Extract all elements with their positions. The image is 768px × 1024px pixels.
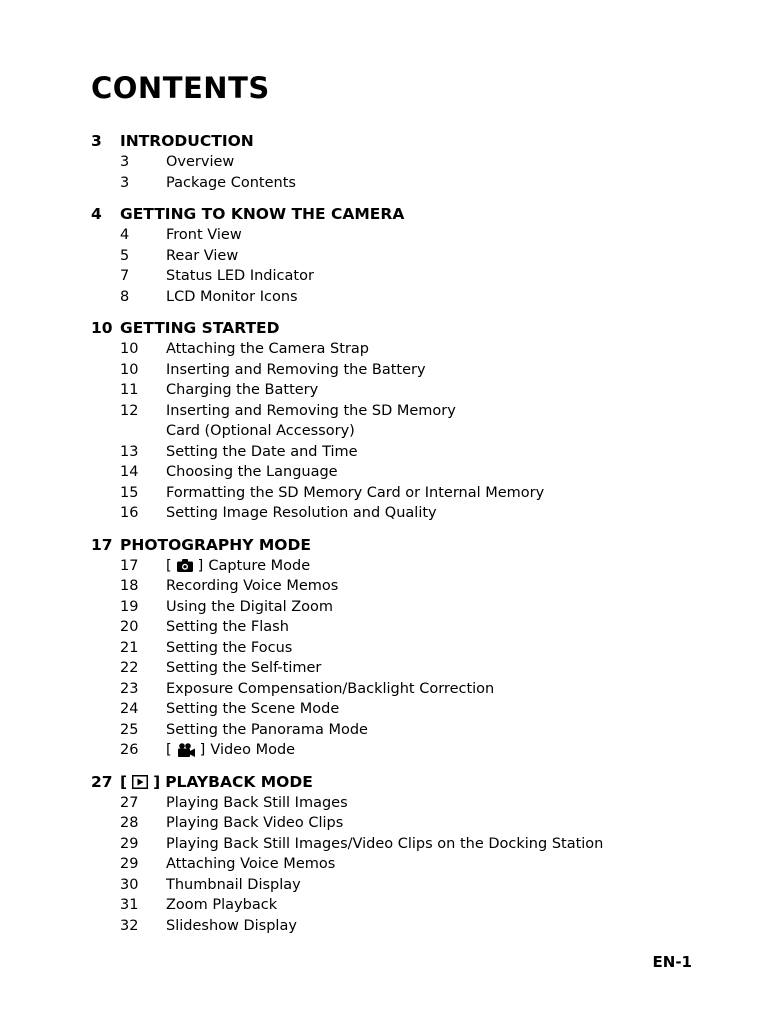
page-number-footer: EN-1 (652, 953, 692, 971)
entry-page-number: 30 (120, 876, 139, 893)
entry-title: Inserting and Removing the SD Memory Card (Optional Accessory) (166, 402, 456, 439)
table-of-contents (91, 130, 711, 946)
entry-page-number: 11 (120, 382, 139, 398)
toc-entry[interactable] (91, 173, 711, 194)
entry-title: Playing Back Still Images/Video Clips on the Docking Station (166, 835, 604, 852)
entry-title: Attaching Voice Memos (166, 856, 336, 872)
entry-page-number: 23 (120, 680, 139, 697)
toc-entry[interactable] (91, 854, 711, 875)
entry-title: Playing Back Video Clips (166, 815, 344, 831)
page-title: CONTENTS (91, 71, 270, 105)
entry-page-number: 12 (120, 402, 139, 419)
entry-title: Setting the Focus (166, 639, 293, 656)
section-page-number: 4 (91, 205, 102, 223)
entry-page-number: 31 (120, 897, 139, 913)
entry-title: Thumbnail Display (166, 876, 301, 893)
entry-page-number: 32 (120, 917, 139, 934)
section-heading[interactable] (91, 317, 711, 339)
entry-page-number: 10 (120, 361, 139, 378)
open-bracket: [ (120, 772, 128, 791)
entry-title: Choosing the Language (166, 464, 338, 480)
entry-page-number: 24 (120, 701, 139, 717)
toc-entry[interactable] (91, 834, 711, 855)
section-title: PLAYBACK MODE (165, 772, 313, 791)
entry-page-number: 13 (120, 443, 139, 460)
entry-page-number: 18 (120, 578, 139, 594)
toc-entry[interactable] (91, 152, 711, 173)
entry-page-number: 22 (120, 660, 139, 676)
entry-title: Front View (166, 227, 242, 243)
toc-entry[interactable] (91, 793, 711, 814)
toc-entry[interactable] (91, 638, 711, 659)
entry-title: Package Contents (166, 174, 296, 191)
entry-page-number: 10 (120, 341, 139, 357)
toc-entry[interactable] (91, 597, 711, 618)
entry-page-number: 29 (120, 856, 139, 872)
section-heading[interactable] (91, 534, 711, 556)
toc-section-getting-to-know-the-camera (91, 203, 711, 307)
toc-entry[interactable] (91, 556, 711, 577)
entry-title: Playing Back Still Images (166, 794, 348, 811)
entry-page-number: 19 (120, 598, 139, 615)
entry-page-number: 5 (120, 247, 130, 264)
entry-page-number: 27 (120, 794, 139, 811)
open-bracket: [ (166, 742, 172, 758)
entry-page-number: 3 (120, 174, 130, 191)
section-title: GETTING TO KNOW THE CAMERA (120, 205, 405, 223)
toc-entry[interactable] (91, 266, 711, 287)
entry-title: Rear View (166, 247, 239, 264)
toc-entry[interactable] (91, 813, 711, 834)
toc-entry[interactable] (91, 442, 711, 463)
toc-entry[interactable] (91, 483, 711, 504)
playback-icon (132, 775, 148, 789)
section-heading[interactable] (91, 771, 711, 793)
entry-title: Setting the Scene Mode (166, 701, 340, 717)
open-bracket: [ (166, 557, 172, 574)
entry-title: Attaching the Camera Strap (166, 341, 369, 357)
section-title: PHOTOGRAPHY MODE (120, 535, 311, 554)
entry-title: LCD Monitor Icons (166, 288, 298, 305)
close-bracket: ] (197, 557, 204, 574)
entry-page-number: 28 (120, 815, 139, 831)
entry-title: Slideshow Display (166, 917, 297, 934)
toc-entry[interactable] (91, 503, 711, 524)
entry-page-number: 7 (120, 268, 130, 284)
entry-title-with-icon (166, 556, 636, 577)
entry-title: Capture Mode (208, 557, 311, 574)
entry-title: Setting the Flash (166, 619, 289, 635)
toc-entry[interactable] (91, 339, 711, 360)
toc-entry[interactable] (91, 576, 711, 597)
toc-entry[interactable] (91, 699, 711, 720)
toc-entry[interactable] (91, 246, 711, 267)
entry-title: Setting the Panorama Mode (166, 721, 368, 738)
entry-title: Inserting and Removing the Battery (166, 361, 426, 378)
entry-title: Recording Voice Memos (166, 578, 339, 594)
entry-page-number: 20 (120, 619, 139, 635)
section-title: GETTING STARTED (120, 319, 280, 337)
entry-title: Exposure Compensation/Backlight Correction (166, 680, 495, 697)
entry-page-number: 4 (120, 227, 130, 243)
toc-entry[interactable] (91, 462, 711, 483)
section-title: INTRODUCTION (120, 132, 254, 150)
entry-page-number: 3 (120, 154, 130, 170)
toc-entry[interactable] (91, 679, 711, 700)
toc-section-getting-started (91, 317, 711, 524)
section-heading[interactable] (91, 130, 711, 152)
entry-page-number: 16 (120, 505, 139, 521)
toc-entry[interactable] (91, 895, 711, 916)
entry-title: Zoom Playback (166, 897, 278, 913)
toc-section-introduction (91, 130, 711, 193)
entry-page-number: 17 (120, 557, 139, 574)
video-camera-icon (177, 743, 195, 757)
section-page-number: 3 (91, 132, 102, 150)
toc-entry[interactable] (91, 401, 711, 442)
toc-entry[interactable] (91, 875, 711, 896)
toc-entry[interactable] (91, 360, 711, 381)
toc-entry[interactable] (91, 720, 711, 741)
toc-entry[interactable] (91, 617, 711, 638)
entry-page-number: 8 (120, 288, 130, 305)
entry-title: Charging the Battery (166, 382, 319, 398)
section-heading[interactable] (91, 203, 711, 225)
toc-entry[interactable] (91, 740, 711, 761)
entry-title: Status LED Indicator (166, 268, 314, 284)
entry-page-number: 15 (120, 484, 139, 501)
section-title-with-icon (120, 773, 313, 791)
toc-entry[interactable] (91, 380, 711, 401)
entry-page-number: 21 (120, 639, 139, 656)
entry-title: Formatting the SD Memory Card or Internal Memory (166, 484, 545, 501)
entry-title: Video Mode (210, 742, 296, 758)
entry-title: Setting Image Resolution and Quality (166, 505, 437, 521)
entry-title: Setting the Date and Time (166, 443, 358, 460)
camera-icon (177, 559, 193, 572)
close-bracket: ] (153, 772, 161, 791)
entry-page-number: 25 (120, 721, 139, 738)
close-bracket: ] (199, 742, 206, 758)
entry-title: Overview (166, 154, 235, 170)
entry-page-number: 29 (120, 835, 139, 852)
toc-entry[interactable] (91, 916, 711, 937)
entry-page-number: 26 (120, 742, 139, 758)
toc-entry[interactable] (91, 287, 711, 308)
entry-title: Using the Digital Zoom (166, 598, 334, 615)
entry-title: Setting the Self-timer (166, 660, 322, 676)
toc-entry[interactable] (91, 658, 711, 679)
section-page-number: 10 (91, 319, 113, 337)
entry-title-with-icon (166, 740, 636, 761)
entry-page-number: 14 (120, 464, 139, 480)
section-page-number: 17 (91, 535, 113, 554)
toc-entry[interactable] (91, 225, 711, 246)
toc-section-playback-mode (91, 771, 711, 937)
section-page-number: 27 (91, 772, 113, 791)
toc-section-photography-mode (91, 534, 711, 761)
